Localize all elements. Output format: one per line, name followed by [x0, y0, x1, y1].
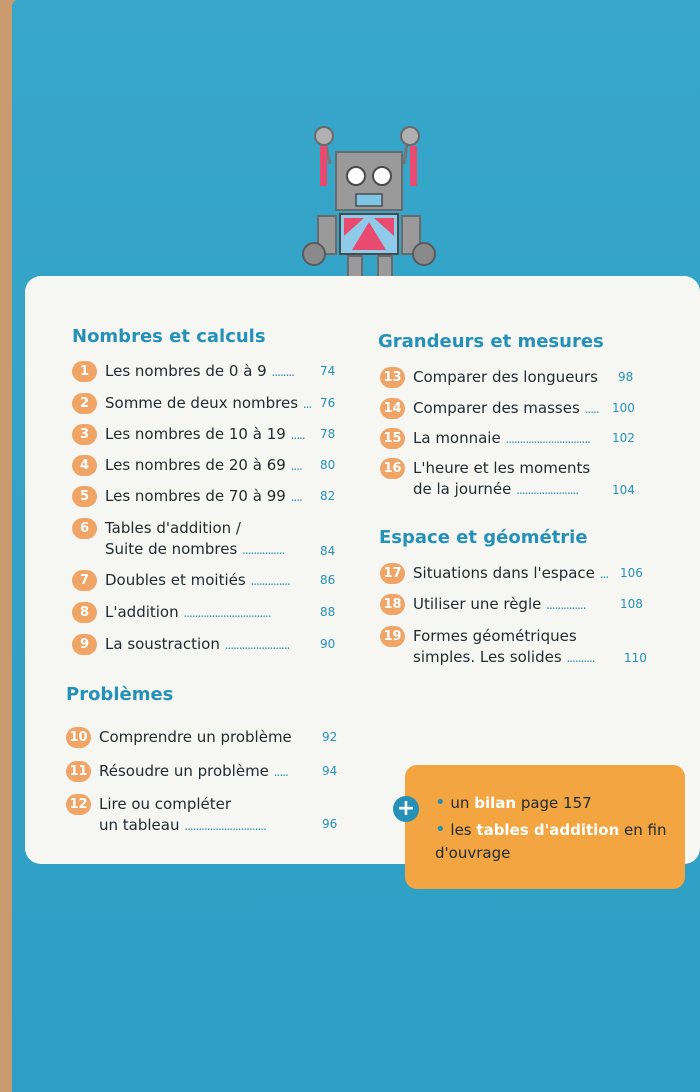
item-number-badge: 19	[380, 626, 405, 647]
item-label: Situations dans l'espace	[413, 564, 595, 582]
item-page: 88	[320, 605, 336, 619]
item-label: La soustraction	[105, 635, 220, 653]
item-label-line2: un tableau	[99, 816, 180, 834]
item-page: 94	[322, 764, 338, 778]
item-number-badge: 3	[72, 424, 97, 445]
section-title-problemes: Problèmes	[66, 684, 174, 705]
item-label: Comprendre un problème	[99, 728, 292, 746]
item-label: Les nombres de 70 à 99	[105, 487, 286, 505]
item-page: 86	[320, 573, 336, 587]
item-label: Formes géométriques	[413, 627, 577, 645]
item-label: Utiliser une règle	[413, 595, 542, 613]
item-page: 90	[320, 637, 336, 651]
item-label: Doubles et moitiés	[105, 571, 246, 589]
item-label: Somme de deux nombres	[105, 394, 299, 412]
extras-line-tables: • les tables d'addition en fin	[435, 819, 667, 840]
item-label: L'addition	[105, 603, 179, 621]
plus-icon: +	[393, 796, 419, 822]
item-number-badge: 17	[380, 563, 405, 584]
item-number-badge: 7	[72, 570, 97, 591]
extras-box	[405, 765, 685, 889]
item-label: Tables d'addition /	[105, 519, 241, 537]
item-label: Lire ou compléter	[99, 795, 232, 813]
section-title-nombres: Nombres et calculs	[72, 326, 266, 347]
item-page: 98	[618, 370, 634, 384]
item-label: L'heure et les moments	[413, 459, 591, 477]
item-number-badge: 6	[72, 518, 97, 539]
table-of-contents-card: Nombres et calculs 1 Les nombres de 0 à 9 ........ 74 2 Somme de deux nombres ... 76 3 Les nombres de 10 à 19 ..... 78 4 Les nombres de 20 à 69 .... 80 5 Les nombres de 70 à 99 .... 82 6 Tables d'addition / Suite de nombres ............... 84 7 Doubles et moitiés .............. 86 8 L'addition ............................... 88 9 La soustraction ....................... 90 Problèmes 10 Comprendre un problème 92 11 Résoudre un problème ..... 94 12 Lire ou compléter un tableau ............................. 96 Grandeurs et mesures 13 Comparer des longueurs 98 14 Comparer des masses ..... 100 15 La monnaie .............................. 102 16 L'heure et les moments de la journée ...................... 104 Espace et géométrie 17 Situations dans l'espace ... 106 18 Utiliser une règle .............. 108 19 Formes géométriques simples. Les solides .......... 110	[25, 276, 700, 864]
item-label: Les nombres de 10 à 19	[105, 425, 286, 443]
extras-line-ouvrage: d'ouvrage	[435, 844, 511, 862]
item-number-badge: 5	[72, 486, 97, 507]
item-number-badge: 1	[72, 361, 97, 382]
item-label: Résoudre un problème	[99, 762, 269, 780]
item-page: 100	[612, 401, 635, 415]
item-number-badge: 12	[66, 794, 91, 815]
robot-illustration	[300, 124, 440, 300]
item-page: 106	[620, 566, 643, 580]
item-page: 104	[612, 483, 635, 497]
extras-line-bilan: • un bilan page 157	[435, 792, 592, 813]
item-label: Les nombres de 20 à 69	[105, 456, 286, 474]
item-page: 76	[320, 396, 336, 410]
item-number-badge: 2	[72, 393, 97, 414]
item-number-badge: 4	[72, 455, 97, 476]
item-number-badge: 14	[380, 398, 405, 419]
item-page: 80	[320, 458, 336, 472]
item-number-badge: 13	[380, 367, 405, 388]
item-label: Les nombres de 0 à 9	[105, 362, 267, 380]
item-page: 102	[612, 431, 635, 445]
item-page: 78	[320, 427, 336, 441]
item-number-badge: 16	[380, 458, 405, 479]
item-page: 82	[320, 489, 336, 503]
item-label: Comparer des masses	[413, 399, 580, 417]
section-title-espace: Espace et géométrie	[379, 527, 588, 548]
item-page: 108	[620, 597, 643, 611]
item-page: 74	[320, 364, 336, 378]
item-label: Comparer des longueurs	[413, 368, 598, 386]
item-page: 96	[322, 817, 338, 831]
item-label: La monnaie	[413, 429, 501, 447]
item-page: 110	[624, 651, 647, 665]
section-title-grandeurs: Grandeurs et mesures	[378, 331, 604, 352]
item-number-badge: 11	[66, 761, 91, 782]
item-page: 84	[320, 544, 336, 558]
item-number-badge: 15	[380, 428, 405, 449]
item-label-line2: simples. Les solides	[413, 648, 562, 666]
item-label-line2: Suite de nombres	[105, 540, 238, 558]
item-number-badge: 10	[66, 727, 91, 748]
item-page: 92	[322, 730, 338, 744]
item-number-badge: 8	[72, 602, 97, 623]
item-number-badge: 18	[380, 594, 405, 615]
item-number-badge: 9	[72, 634, 97, 655]
item-label-line2: de la journée	[413, 480, 512, 498]
